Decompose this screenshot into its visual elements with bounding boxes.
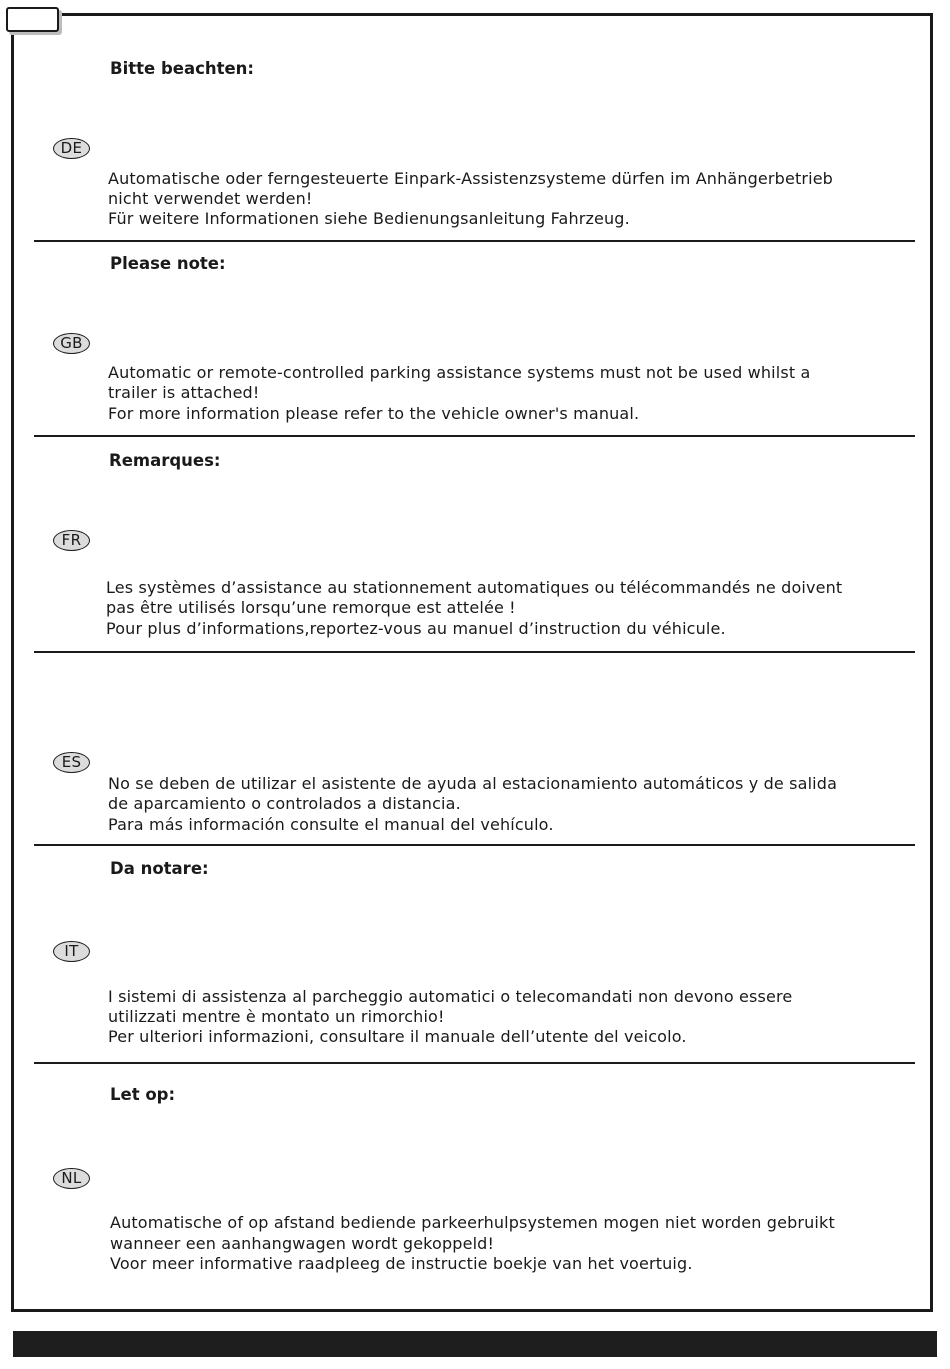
section-divider [34,1062,915,1064]
section-divider [34,844,915,846]
fr-text-line: Pour plus d’informations,reportez-vous au manuel d’instruction du véhicule. [106,619,726,638]
page-number-tab [6,7,59,32]
fr-heading: Remarques: [109,451,221,470]
nl-language-badge: NL [53,1168,90,1189]
de-heading: Bitte beachten: [110,59,255,78]
gb-text-line: Automatic or remote-controlled parking assistance systems must not be used whilst a [108,363,811,382]
it-text-line: Per ulteriori informazioni, consultare il manuale dell’utente del veicolo. [108,1027,687,1046]
gb-text-line: trailer is attached! [108,383,260,402]
it-heading: Da notare: [110,859,209,878]
fr-text-line: Les systèmes d’assistance au stationnement automatiques ou télécommandés ne doivent [106,578,843,597]
it-language-badge: IT [53,941,90,962]
fr-language-badge: FR [53,530,90,551]
nl-text-line: wanneer een aanhangwagen wordt gekoppeld! [110,1234,495,1253]
section-divider [34,240,915,242]
nl-text-line: Voor meer informative raadpleeg de instructie boekje van het voertuig. [110,1254,693,1273]
gb-text-line: For more information please refer to the vehicle owner's manual. [108,404,640,423]
section-divider [34,435,915,437]
de-text-line: Für weitere Informationen siehe Bedienungsanleitung Fahrzeug. [108,209,630,228]
it-text-line: I sistemi di assistenza al parcheggio automatici o telecomandati non devono essere [108,987,793,1006]
nl-heading: Let op: [110,1085,176,1104]
es-text-line: No se deben de utilizar el asistente de ayuda al estacionamiento automáticos y de salida [108,774,838,793]
es-text-line: de aparcamiento o controlados a distancia. [108,794,461,813]
de-text-line: Automatische oder ferngesteuerte Einpark-Assistenzsysteme dürfen im Anhängerbetrieb [108,169,833,188]
it-text-line: utilizzati mentre è montato un rimorchio! [108,1007,445,1026]
de-language-badge: DE [53,138,90,159]
es-text-line: Para más información consulte el manual del vehículo. [108,815,554,834]
fr-text-line: pas être utilisés lorsqu’une remorque est attelée ! [106,598,516,617]
es-language-badge: ES [53,752,90,773]
footer-bar [13,1331,937,1357]
nl-text-line: Automatische of op afstand bediende parkeerhulpsystemen mogen niet worden gebruikt [110,1213,835,1232]
section-divider [34,651,915,653]
gb-heading: Please note: [110,254,226,273]
gb-language-badge: GB [53,333,90,354]
de-text-line: nicht verwendet werden! [108,189,313,208]
